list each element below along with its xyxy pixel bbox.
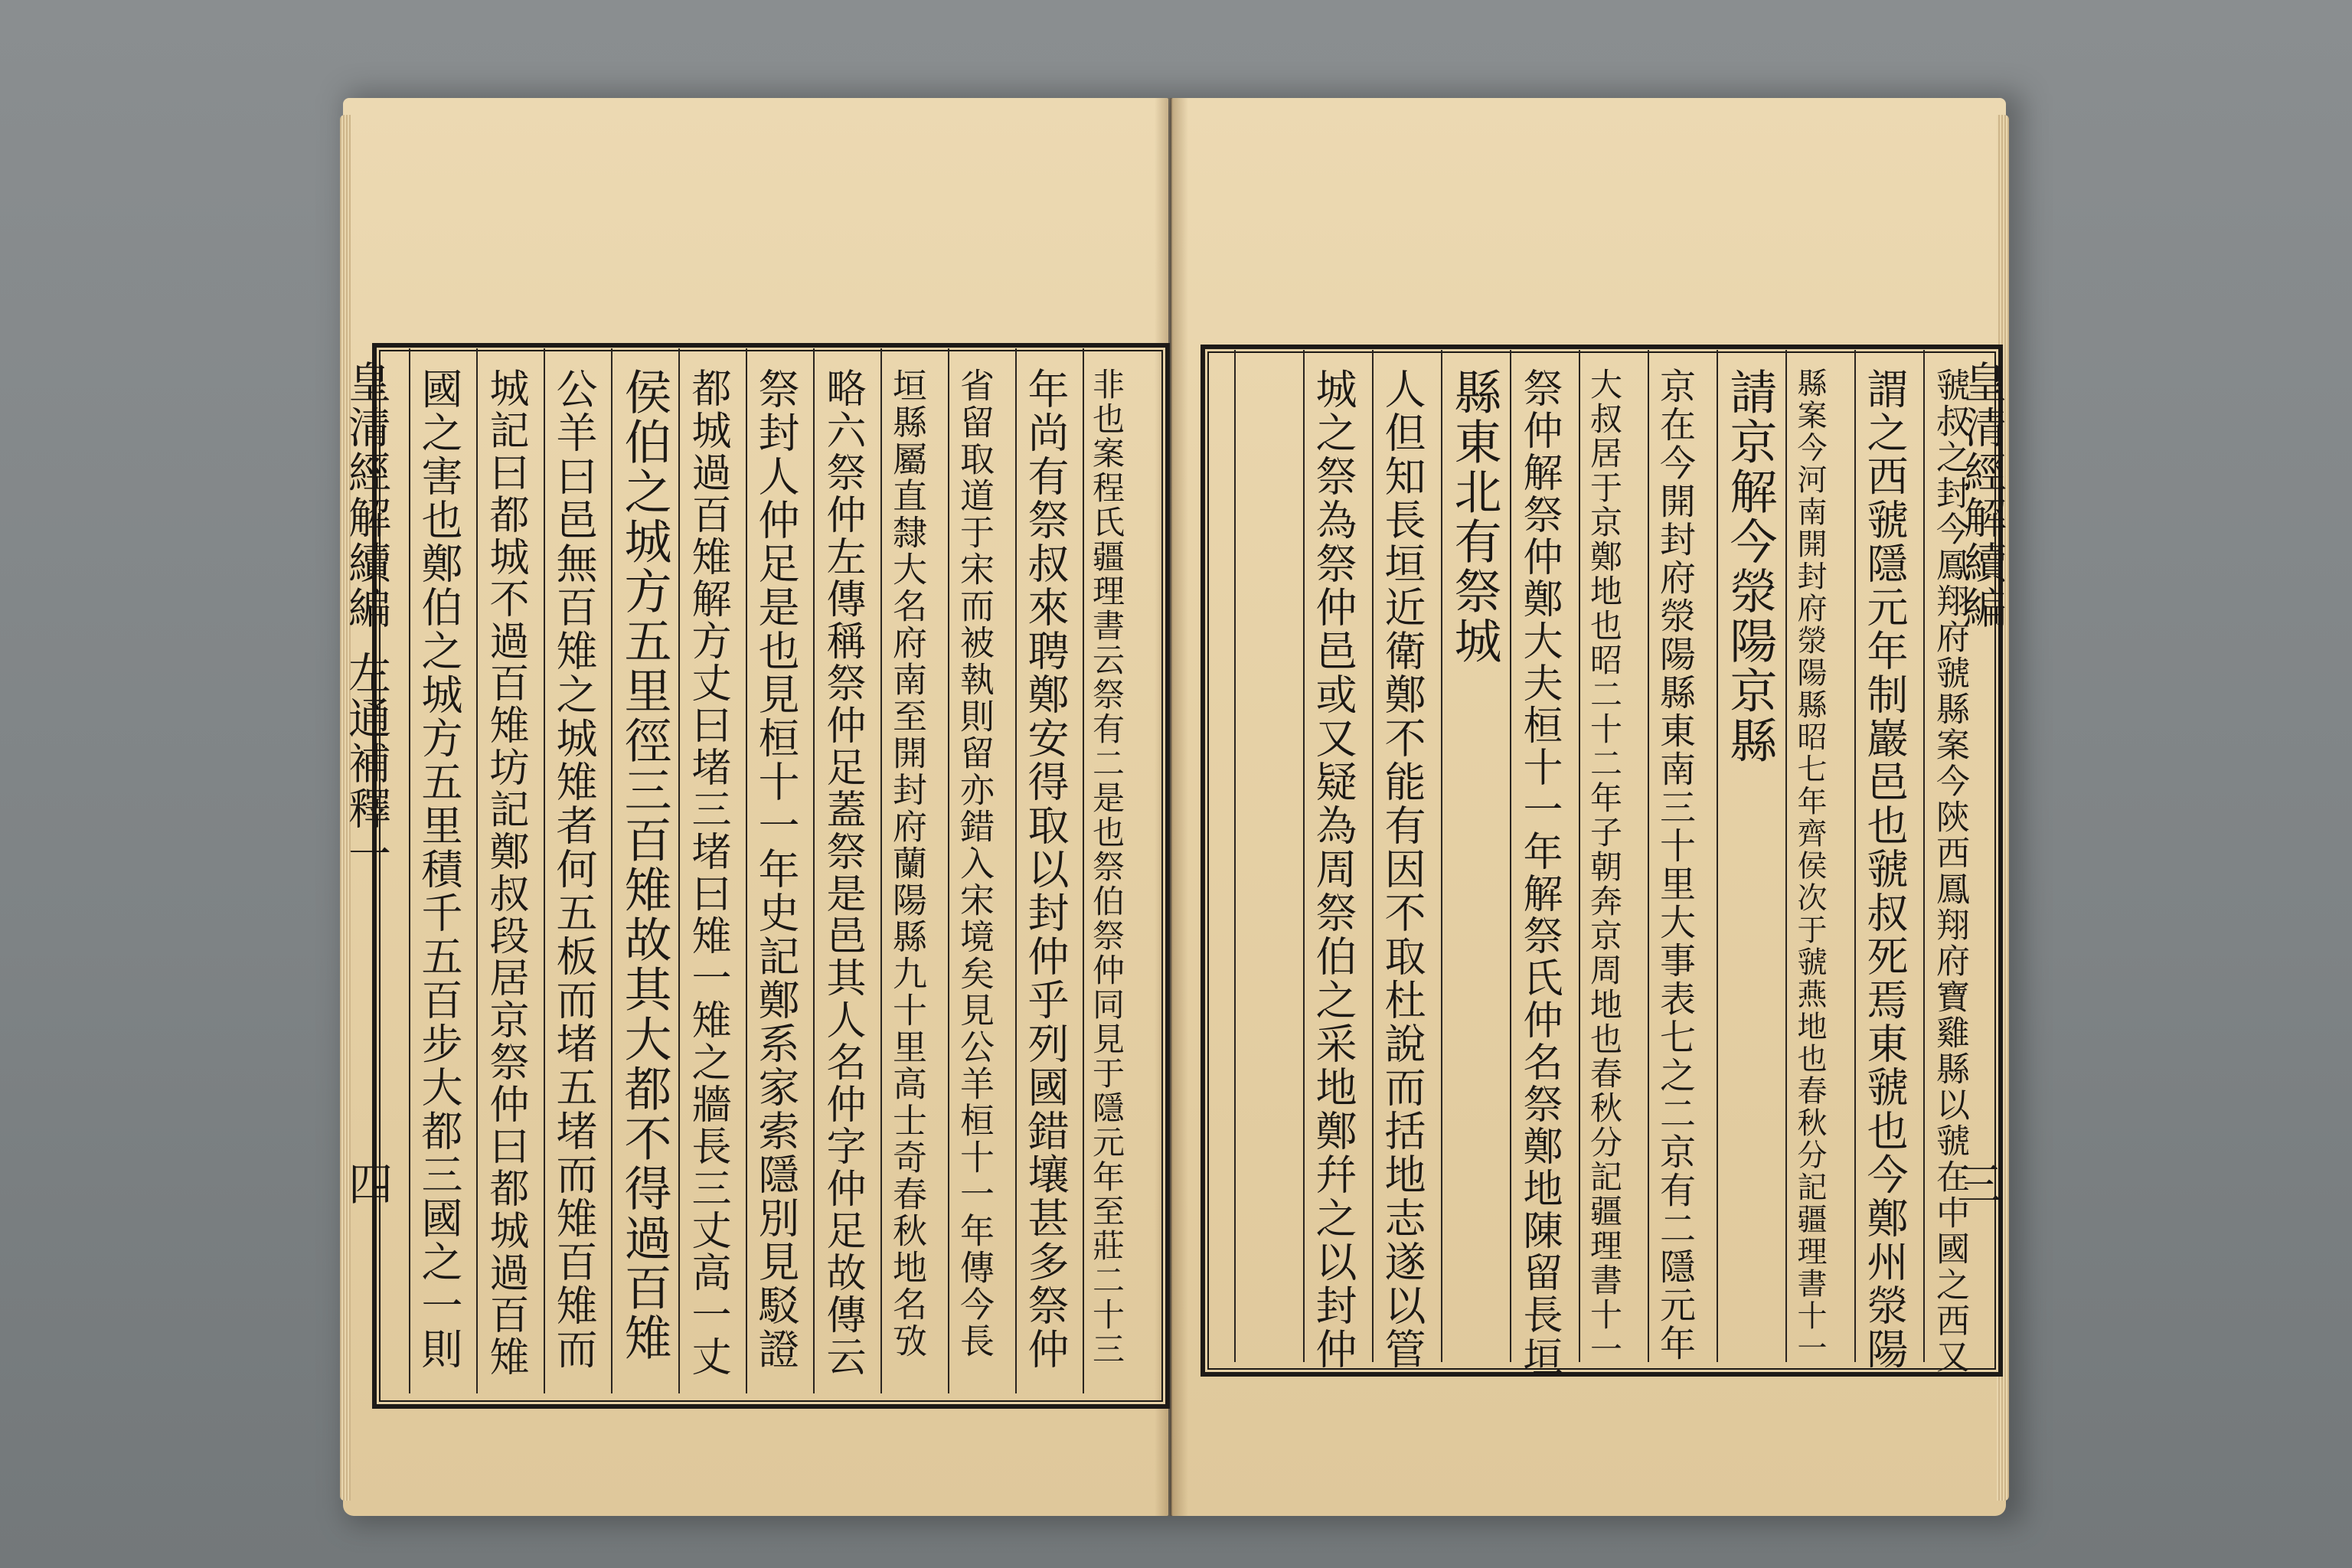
- text-column: 城之祭為祭仲邑或又疑為周祭伯之采地鄭幷之以封仲: [1309, 368, 1357, 1371]
- column-rule: [1923, 350, 1925, 1362]
- text-column: 請京解今滎陽京縣: [1722, 368, 1778, 766]
- text-column: 大叔居于京鄭地也昭二十二年子朝奔京周地也春秋分記疆理書十一: [1586, 368, 1623, 1367]
- text-column: 縣東北有祭城: [1446, 368, 1502, 666]
- column-rule: [678, 348, 680, 1393]
- column-rule: [1083, 348, 1084, 1393]
- left-page-number: 四: [348, 1158, 394, 1210]
- column-rule: [1441, 350, 1442, 1362]
- column-rule: [476, 348, 478, 1393]
- text-column: 垣縣屬直隸大名府南至開封府蘭陽縣九十里高士奇春秋地名攷: [887, 368, 927, 1360]
- text-column: 謂之西虢隱元年制巖邑也虢叔死焉東虢也今鄭州滎陽: [1860, 368, 1909, 1371]
- column-rule: [1785, 350, 1787, 1362]
- column-rule: [1648, 350, 1649, 1362]
- left-section-title: 左通補釋一: [341, 651, 391, 877]
- column-rule: [1015, 348, 1017, 1393]
- text-column: 略六祭仲左傳稱祭仲足蓋祭是邑其人名仲字仲足故傳云: [819, 368, 865, 1378]
- column-rule: [1372, 350, 1374, 1362]
- text-column: 省留取道于宋而被執則留亦錯入宋境矣見公羊桓十一年傳今長: [954, 368, 995, 1360]
- column-rule: [948, 348, 949, 1393]
- column-rule: [1579, 350, 1580, 1362]
- text-column: 京在今開封府滎陽縣東南三十里大事表七之二京有二隱元年: [1654, 368, 1696, 1363]
- text-column: 人但知長垣近衛鄭不能有因不取杜說而括地志遂以管: [1378, 368, 1426, 1371]
- text-column: 祭封人仲足是也見桓十一年史記鄭系家索隱別見駁證: [752, 368, 800, 1371]
- text-column: 城記曰都城不過百雉坊記鄭叔段居京祭仲曰都城過百雉: [482, 368, 528, 1378]
- column-rule: [1854, 350, 1856, 1362]
- column-rule: [880, 348, 882, 1393]
- column-rule: [544, 348, 545, 1393]
- text-column: 公羊曰邑無百雉之城雉者何五板而堵五堵而雉百雉而: [550, 368, 598, 1371]
- right-margin-title: 皇清經解續編: [1957, 360, 2007, 631]
- column-rule: [409, 348, 410, 1393]
- text-column: 國之害也鄭伯之城方五里積千五百步大都三國之一則: [415, 368, 463, 1371]
- column-rule: [1510, 350, 1511, 1362]
- text-column: 縣案今河南開封府滎陽縣昭七年齊侯次于虢燕地也春秋分記疆理書十一: [1792, 368, 1827, 1364]
- text-column: 虢叔之封今鳳翔府虢縣案今陝西鳳翔府寶雞縣以虢在中國之西又: [1930, 368, 1969, 1375]
- left-margin-title: 皇清經解續編: [341, 360, 391, 631]
- column-rule: [746, 348, 747, 1393]
- column-rule: [1303, 350, 1305, 1362]
- right-page-number: 三: [1957, 1158, 2002, 1210]
- text-column: 都城過百雉解方丈曰堵三堵曰雉一雉之牆長三丈高一丈: [684, 368, 730, 1378]
- column-rule: [813, 348, 815, 1393]
- text-column: 非也案程氏疆理書云祭有二是也祭伯祭仲同見于隱元年至莊二十三: [1088, 368, 1125, 1367]
- column-rule: [611, 348, 612, 1393]
- text-column: 侯伯之城方五里徑三百雉故其大都不得過百雉: [616, 368, 672, 1363]
- text-column: 年尚有祭叔來聘鄭安得取以封仲乎列國錯壤甚多祭仲: [1021, 368, 1070, 1371]
- column-rule: [1717, 350, 1718, 1362]
- column-rule: [1234, 350, 1236, 1362]
- text-column: 祭仲解祭仲鄭大夫桓十一年解祭氏仲名祭鄭地陳留長垣: [1516, 368, 1562, 1378]
